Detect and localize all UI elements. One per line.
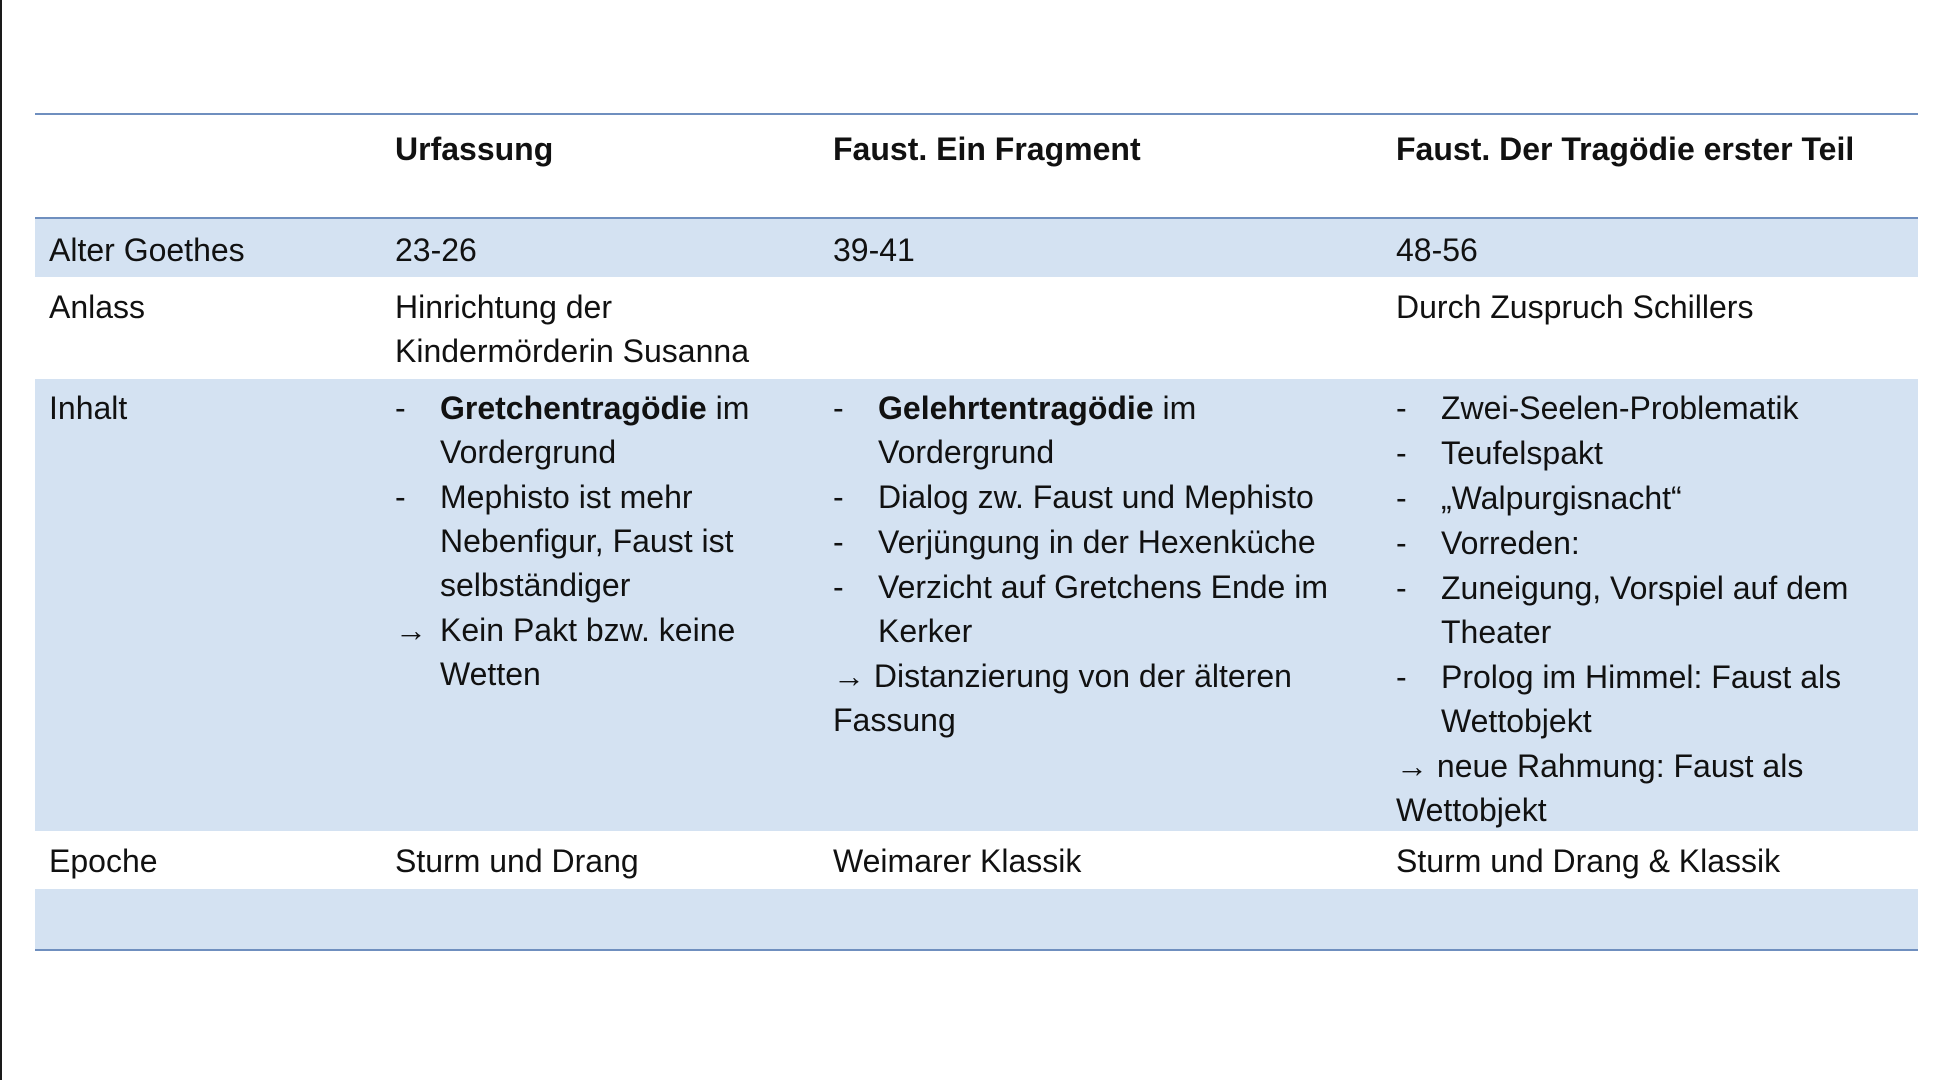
list-item-rest: im Vordergrund [878,390,1197,470]
row-label-epoche: Epoche [49,843,158,879]
dash-bullet: - [1396,525,1407,561]
cell-epoche-tragoedie: Sturm und Drang & Klassik [1396,843,1781,879]
inhalt-list-urfassung [395,386,819,696]
list-item-rest: im Vordergrund [440,390,750,470]
list-item [833,386,1382,474]
inhalt-list-fragment [833,386,1382,653]
dash-bullet: - [833,479,844,515]
header-urfassung: Urfassung [395,131,554,167]
list-item-text [440,386,819,474]
dash-bullet: - [1396,570,1407,606]
arrow-item-text: Kein Pakt bzw. keine Wetten [440,612,736,692]
table-row-anlass [35,277,1918,379]
arrow-right-icon: → [1396,748,1428,784]
list-item-text: Zwei-Seelen-Problematik [1441,390,1799,426]
dash-bullet: - [1396,480,1407,516]
header-tragoedie: Faust. Der Tragödie erster Teil [1396,131,1855,167]
cell-inhalt-fragment [819,379,1382,832]
conclusion-tragoedie [1396,744,1918,832]
list-item [1396,566,1918,654]
table-row-empty [35,889,1918,949]
list-item [395,386,819,474]
conclusion-text: Distanzierung von der älteren Fassung [833,658,1292,738]
arrow-right-icon: → [833,658,865,694]
list-item [1396,476,1918,520]
list-item [395,475,819,607]
cell-anlass-urfassung: Hinrichtung der Kindermörderin Susanna [395,289,749,369]
table-row-alter [35,219,1918,277]
table-bottom-rule [35,949,1918,951]
list-item-text: Mephisto ist mehr Nebenfigur, Faust ist selbständiger [440,479,734,603]
conclusion-text: neue Rahmung: Faust als Wettobjekt [1396,748,1804,828]
dash-bullet: - [1396,435,1407,471]
header-cell-empty [35,115,381,217]
row-label-inhalt: Inhalt [49,390,128,426]
list-item-bold: Gretchentragödie [440,390,707,426]
list-item-text: Prolog im Himmel: Faust als Wettobjekt [1441,659,1842,739]
list-item-bold: Gelehrtentragödie [878,390,1154,426]
table-header-row [35,115,1918,217]
dash-bullet: - [1396,390,1407,426]
arrow-right-icon: → [395,612,427,648]
dash-bullet: - [833,569,844,605]
conclusion-fragment [833,654,1382,742]
dash-bullet: - [833,390,844,426]
cell-inhalt-tragoedie [1382,379,1918,832]
inhalt-list-tragoedie [1396,386,1918,743]
cell-anlass-tragoedie: Durch Zuspruch Schillers [1396,289,1754,325]
slide-left-border [0,0,2,1080]
row-label-alter: Alter Goethes [49,232,245,268]
dash-bullet: - [395,390,406,426]
list-item [833,475,1382,519]
list-item-text: Dialog zw. Faust und Mephisto [878,479,1314,515]
list-item [833,565,1382,653]
list-item-text: Verzicht auf Gretchens Ende im Kerker [878,569,1328,649]
list-item-arrow [395,608,819,696]
list-item-text: Verjüngung in der Hexenküche [878,524,1316,560]
list-item [833,520,1382,564]
list-item-text [878,386,1382,474]
list-item [1396,431,1918,475]
list-item-text: Zuneigung, Vorspiel auf dem Theater [1441,570,1849,650]
dash-bullet: - [1396,659,1407,695]
cell-anlass-fragment [819,277,1382,379]
row-label-anlass: Anlass [49,289,146,325]
list-item-text: Teufelspakt [1441,435,1603,471]
list-item [1396,386,1918,430]
cell-epoche-fragment: Weimarer Klassik [833,843,1082,879]
list-item [1396,655,1918,743]
cell-epoche-urfassung: Sturm und Drang [395,843,639,879]
table-row-inhalt [35,379,1918,831]
list-item-text: Vorreden: [1441,525,1580,561]
cell-alter-fragment: 39-41 [833,232,915,268]
cell-alter-urfassung: 23-26 [395,232,477,268]
header-fragment: Faust. Ein Fragment [833,131,1141,167]
list-item [1396,521,1918,565]
dash-bullet: - [395,479,406,515]
dash-bullet: - [833,524,844,560]
list-item-text: „Walpurgisnacht“ [1441,480,1682,516]
table-row-epoche [35,831,1918,889]
cell-alter-tragoedie: 48-56 [1396,232,1478,268]
cell-inhalt-urfassung [381,379,819,832]
faust-comparison-table [35,113,1918,951]
